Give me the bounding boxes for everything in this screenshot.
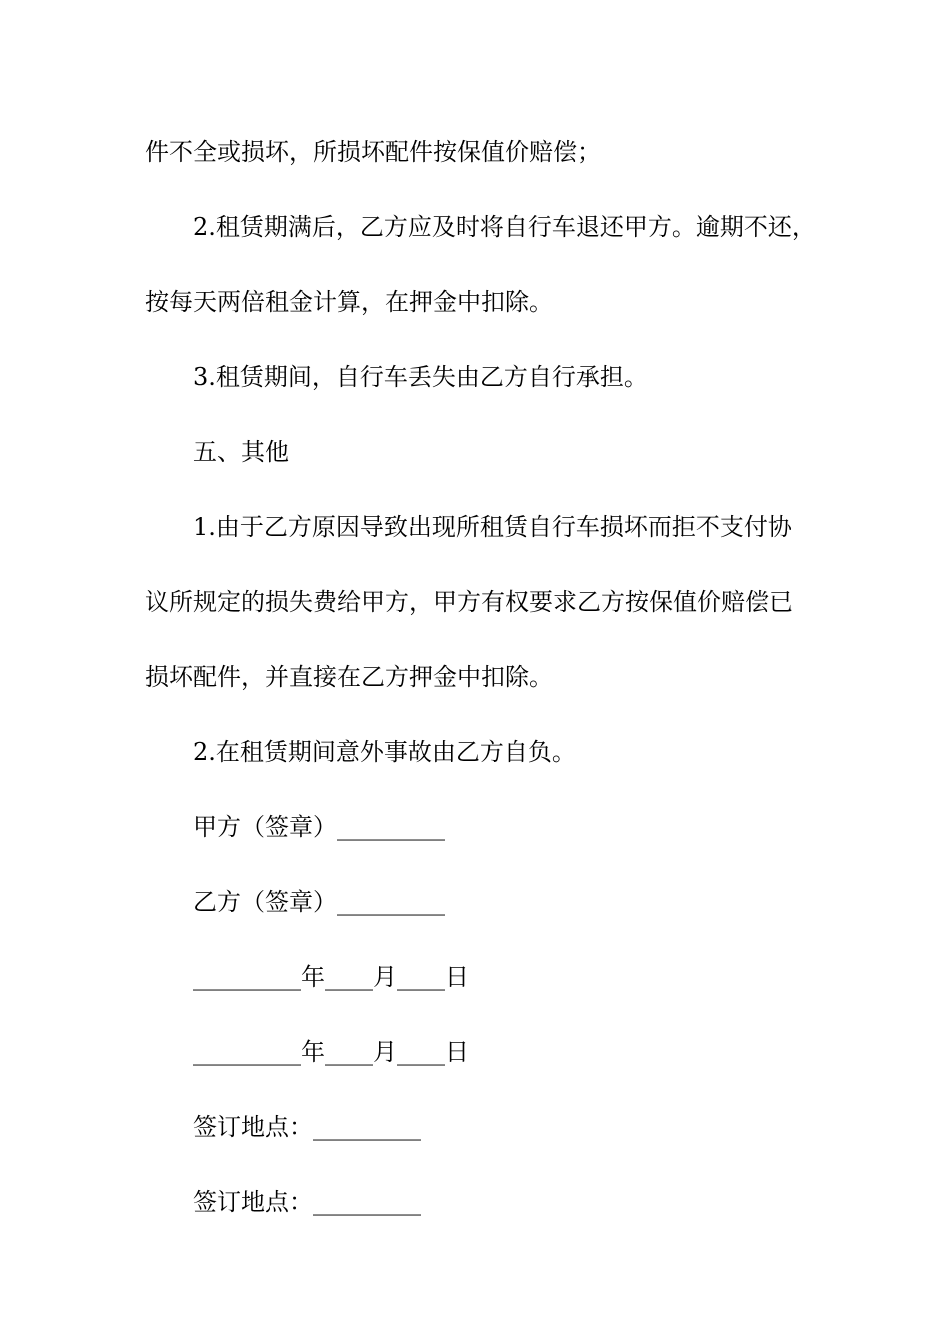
paragraph-line: 2.租赁期满后，乙方应及时将自行车退还甲方。逾期不还，: [193, 213, 816, 241]
paragraph-line: 2.在租赁期间意外事故由乙方自负。: [193, 738, 576, 766]
paragraph-line: 3.租赁期间，自行车丢失由乙方自行承担。: [193, 363, 648, 391]
paragraph-line: 损坏配件，并直接在乙方押金中扣除。: [145, 663, 553, 691]
paragraph-line: 按每天两倍租金计算，在押金中扣除。: [145, 288, 553, 316]
date-line: _________年____月____日: [193, 963, 469, 991]
signing-place-line: 签订地点：_________: [193, 1113, 421, 1141]
signing-place-line: 签订地点：_________: [193, 1188, 421, 1216]
paragraph-line: 1.由于乙方原因导致出现所租赁自行车损坏而拒不支付协: [193, 513, 792, 541]
paragraph-line: 议所规定的损失费给甲方，甲方有权要求乙方按保值价赔偿已: [145, 588, 793, 616]
date-line: _________年____月____日: [193, 1038, 469, 1066]
party-a-signature-line: 甲方（签章）_________: [193, 813, 445, 841]
section-heading: 五、其他: [193, 438, 289, 466]
paragraph-line: 件不全或损坏，所损坏配件按保值价赔偿；: [145, 138, 601, 166]
party-b-signature-line: 乙方（签章）_________: [193, 888, 445, 916]
